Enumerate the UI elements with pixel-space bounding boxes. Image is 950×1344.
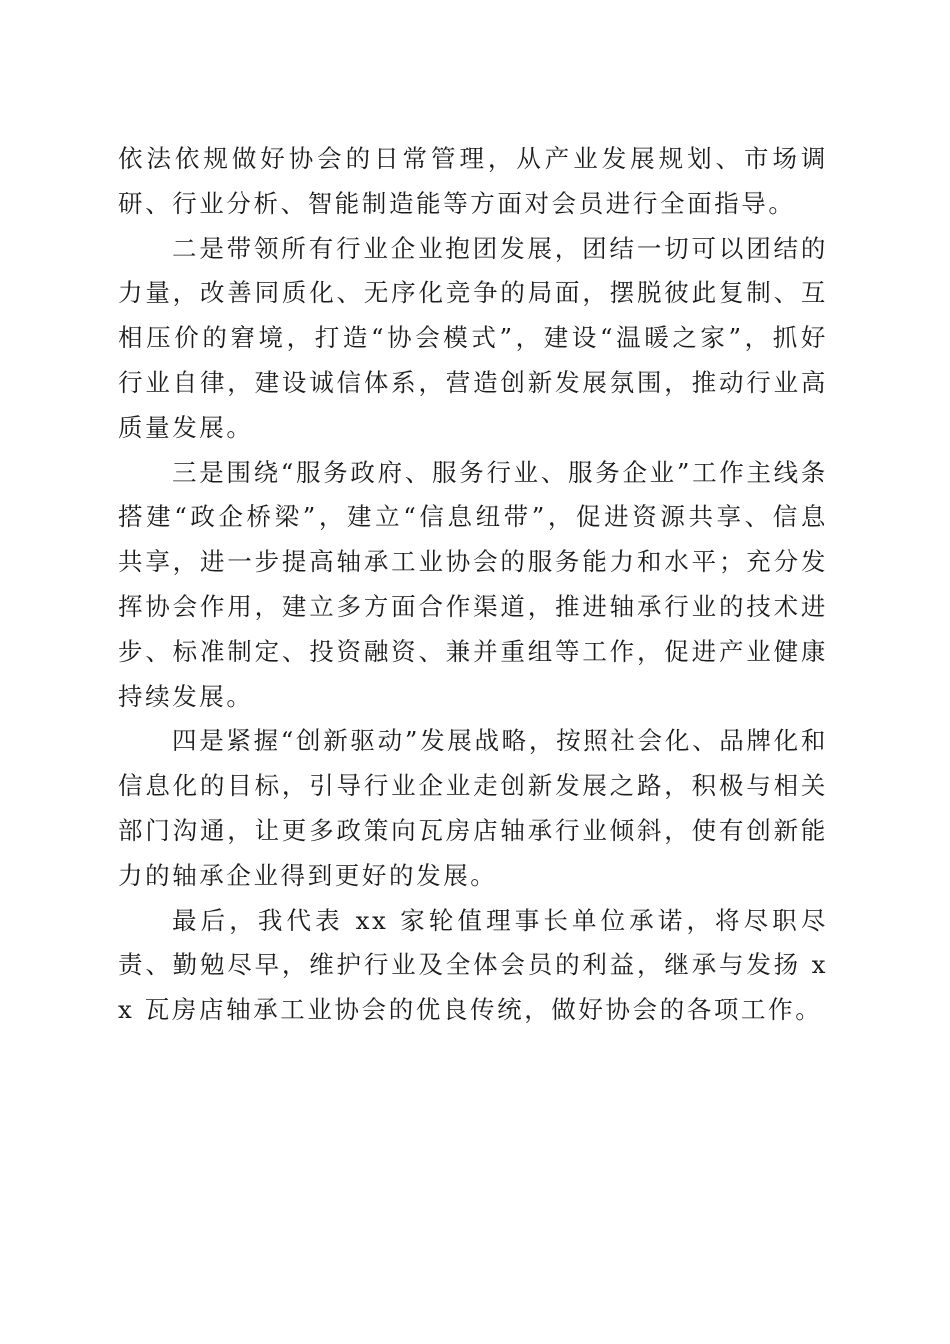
paragraph-point-three: 三是围绕“服务政府、服务行业、服务企业”工作主线条搭建“政企桥梁”，建立“信息纽带”，促进资源共享、信息共享，进一步提高轴承工业协会的服务能力和水平；充分发挥协会作用，建立多方面合作渠道，推进轴承行业的技术进步、标准制定、投资融资、兼并重组等工作，促进产业健康持续发展。 <box>118 457 828 711</box>
paragraph-point-four: 四是紧握“创新驱动”发展战略，按照社会化、品牌化和信息化的目标，引导行业企业走创新发展之路，积极与相关部门沟通，让更多政策向瓦房店轴承行业倾斜，使有创新能力的轴承企业得到更好的发展。 <box>118 726 828 890</box>
document-body <box>118 137 828 1033</box>
paragraph-closing: 最后，我代表 xx 家轮值理事长单位承诺，将尽职尽责、勤勉尽早，维护行业及全体会员的利益，继承与发扬 xx 瓦房店轴承工业协会的优良传统，做好协会的各项工作。 <box>118 905 828 1025</box>
paragraph-point-two: 二是带领所有行业企业抱团发展，团结一切可以团结的力量，改善同质化、无序化竞争的局面，摆脱彼此复制、互相压价的窘境，打造“协会模式”，建设“温暖之家”，抓好行业自律，建设诚信体系，营造创新发展氛围，推动行业高质量发展。 <box>118 233 828 442</box>
paragraph-continuation: 依法依规做好协会的日常管理，从产业发展规划、市场调研、行业分析、智能制造能等方面对会员进行全面指导。 <box>118 144 828 218</box>
